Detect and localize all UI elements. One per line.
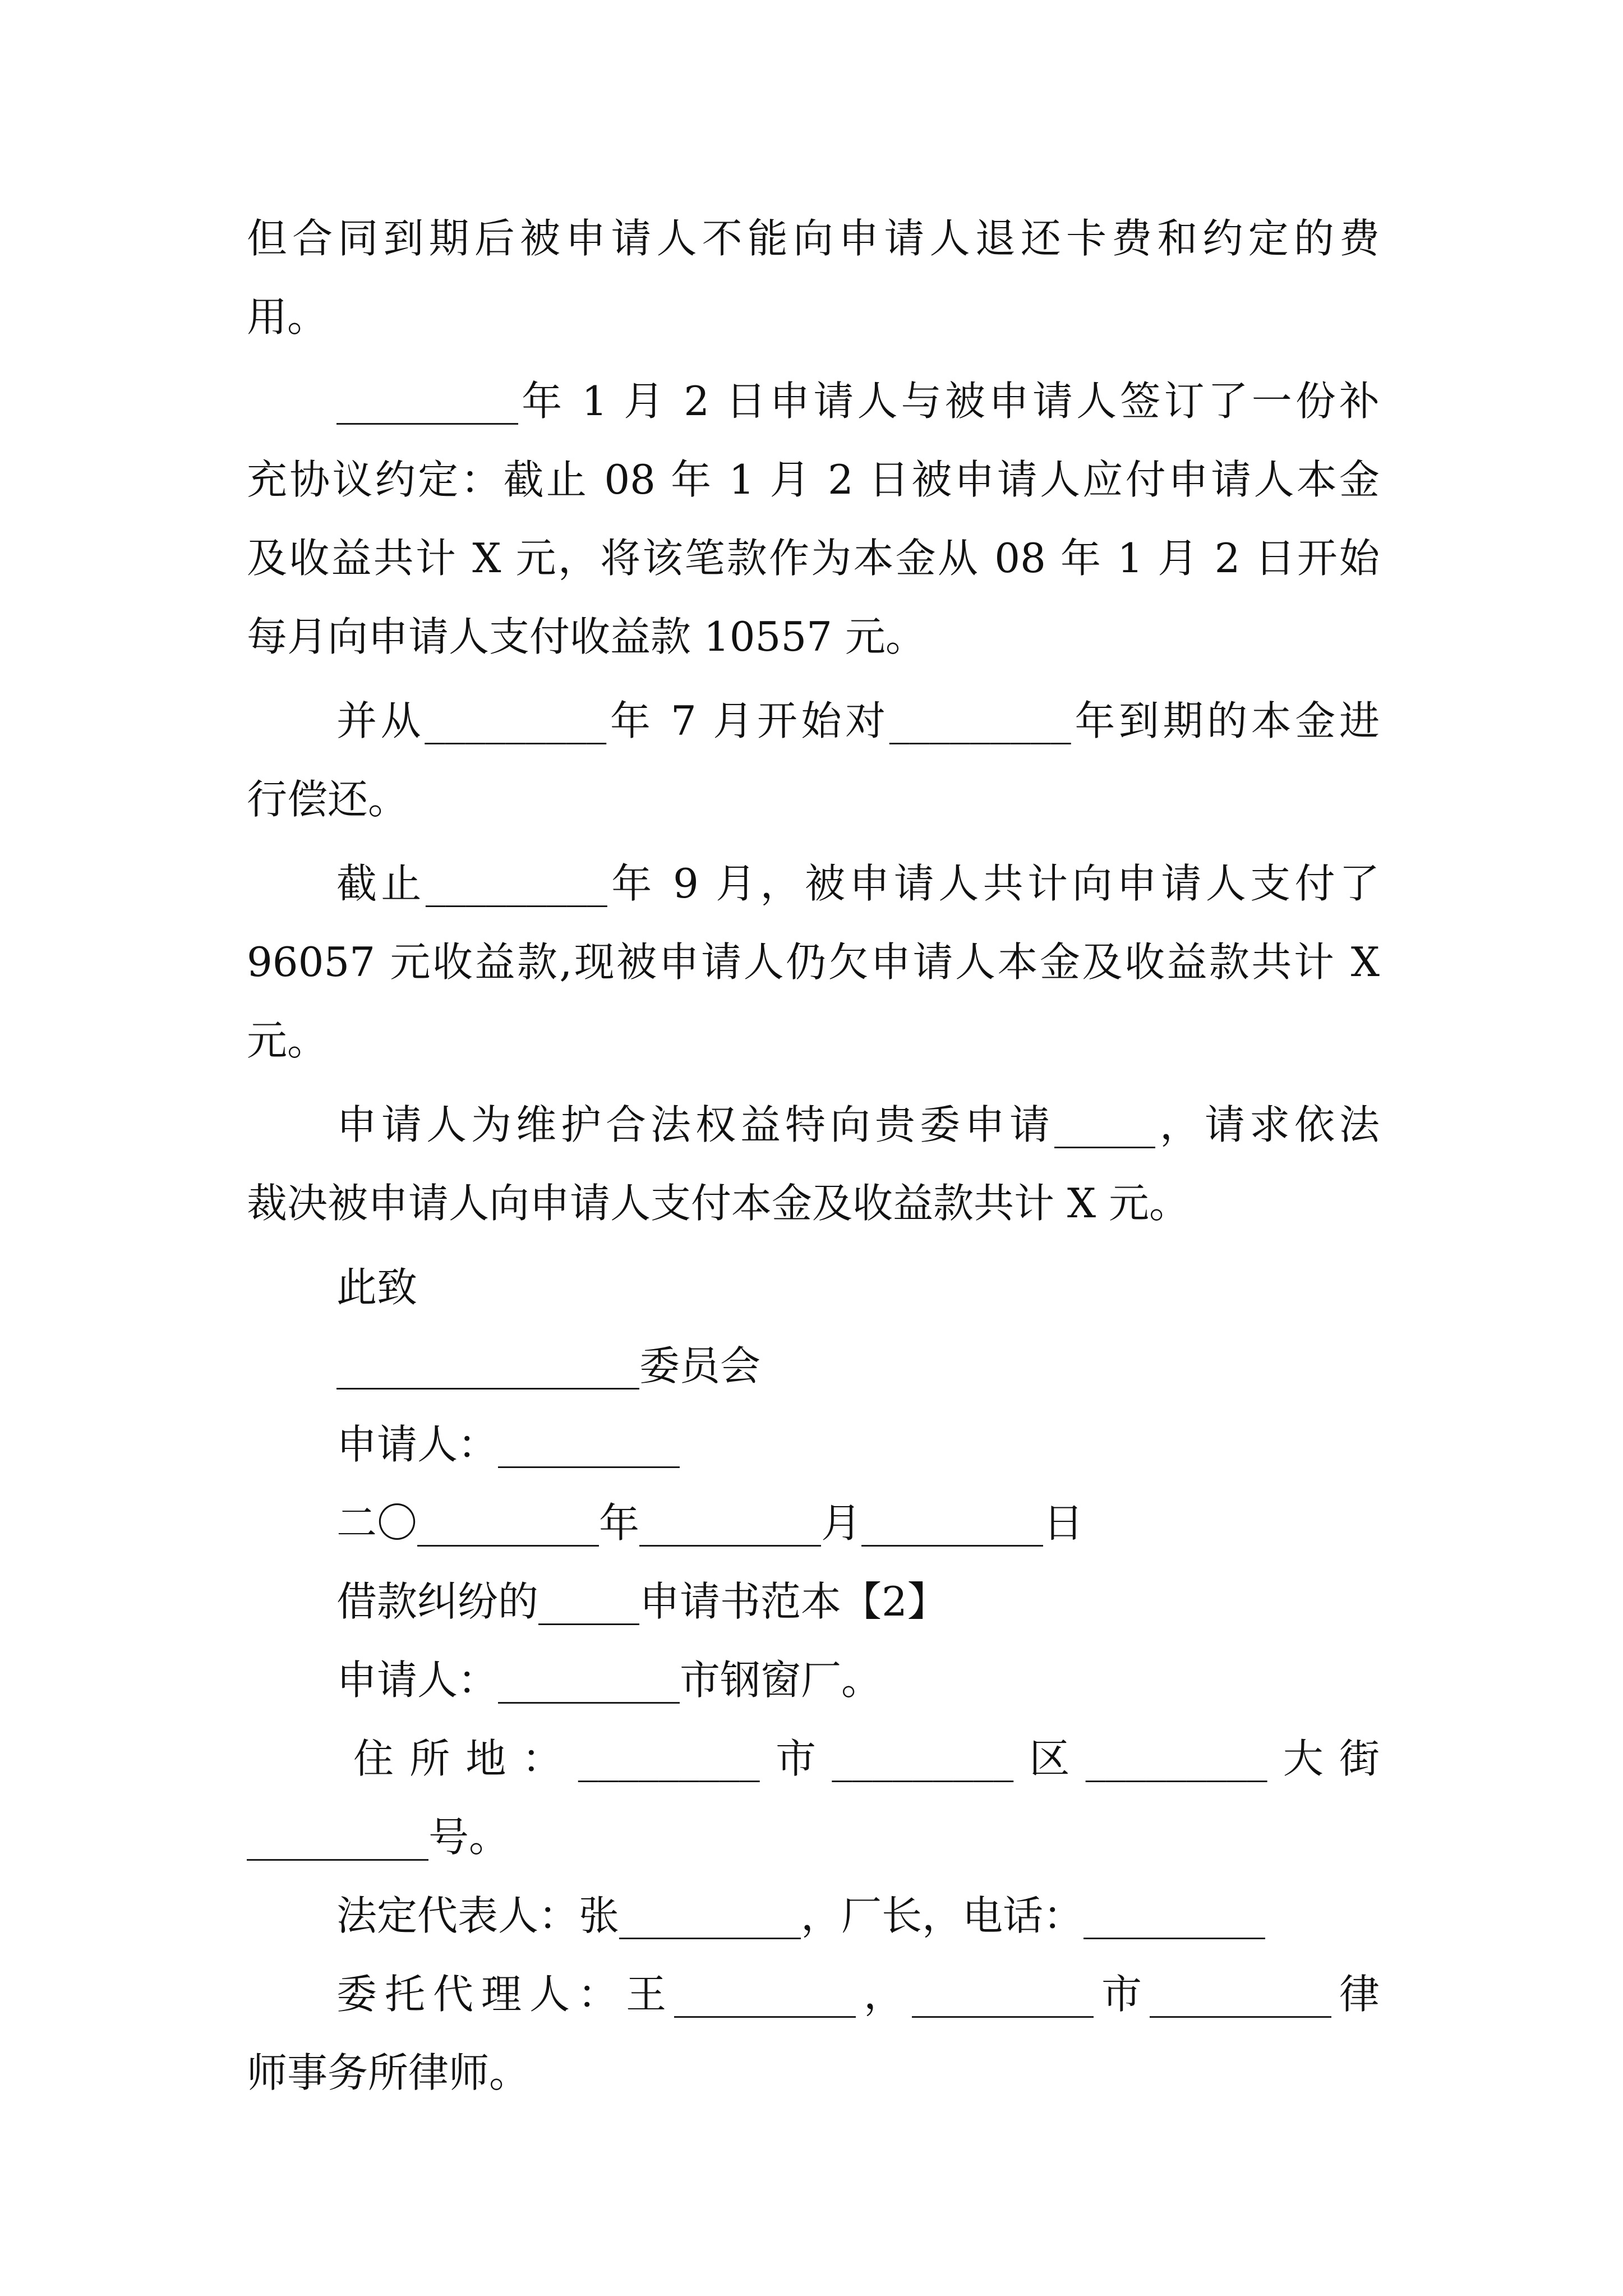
applicant-line: 申请人：_________市钢窗厂。 xyxy=(336,1657,882,1704)
paragraph-line: 行偿还。 xyxy=(247,776,409,823)
paragraph-line: _________年 1 月 2 日申请人与被申请人签订了一份补 xyxy=(336,378,1380,425)
paragraph-line: 截止_________年 9 月，被申请人共计向申请人支付了 xyxy=(336,860,1380,907)
address-line: 住所地：_________市_________区_________大街 xyxy=(353,1735,1380,1782)
paragraph-line: 但合同到期后被申请人不能向申请人退还卡费和约定的费 xyxy=(247,215,1380,262)
paragraph-line: 并从_________年 7 月开始对_________年到期的本金进 xyxy=(336,697,1380,744)
agent-line: 师事务所律师。 xyxy=(247,2049,530,2096)
paragraph-line: 裁决被申请人向申请人支付本金及收益款共计 X 元。 xyxy=(247,1180,1190,1227)
section-title: 借款纠纷的_____申请书范本【2】 xyxy=(336,1578,948,1625)
address-line: _________号。 xyxy=(247,1814,510,1861)
legal-representative-line: 法定代表人：张_________，厂长，电话：_________ xyxy=(336,1892,1266,1939)
paragraph-line: 充协议约定：截止 08 年 1 月 2 日被申请人应付申请人本金 xyxy=(247,456,1380,503)
date-line: 二〇_________年_________月_________日 xyxy=(336,1499,1083,1547)
paragraph-line: 每月向申请人支付收益款 10557 元。 xyxy=(247,613,926,660)
paragraph-line: 96057 元收益款,现被申请人仍欠申请人本金及收益款共计 X xyxy=(247,938,1380,986)
paragraph-line: 元。 xyxy=(247,1017,328,1064)
salutation: 此致 xyxy=(336,1264,418,1311)
applicant-signature: 申请人：_________ xyxy=(336,1421,680,1468)
paragraph-line: 用。 xyxy=(247,293,328,341)
committee-line: _______________委员会 xyxy=(336,1342,761,1389)
paragraph-line: 申请人为维护合法权益特向贵委申请_____，请求依法 xyxy=(336,1101,1380,1148)
paragraph-line: 及收益共计 X 元，将该笔款作为本金从 08 年 1 月 2 日开始 xyxy=(247,535,1380,582)
agent-line: 委托代理人：王_________，_________市_________律 xyxy=(336,1971,1380,2018)
